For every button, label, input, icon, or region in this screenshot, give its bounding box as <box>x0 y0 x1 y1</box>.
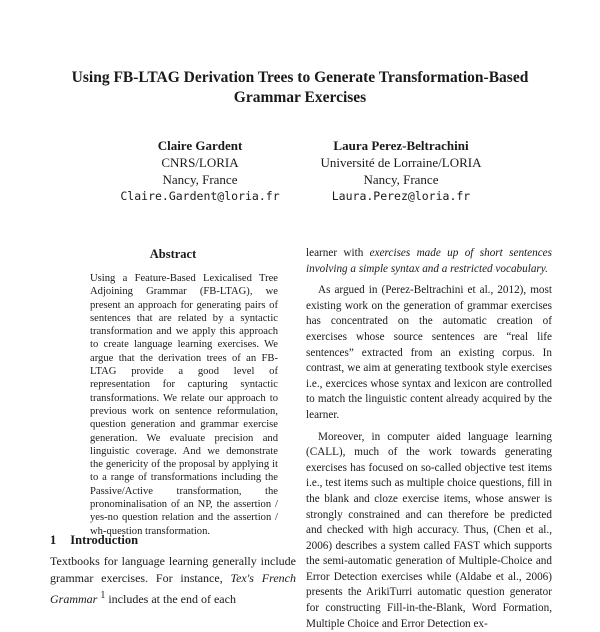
section-title: Introduction <box>70 533 139 547</box>
author-location: Nancy, France <box>363 172 439 187</box>
author-name: Claire Gardent <box>157 138 243 153</box>
author-affiliation: CNRS/LORIA <box>161 155 239 170</box>
author-block-1 <box>85 137 315 205</box>
paper-title: Using FB-LTAG Derivation Trees to Generate Transformation-Based Grammar Exercises <box>71 69 529 106</box>
abstract-text: Using a Feature-Based Lexicalised Tree Adjoining Grammar (FB-LTAG), we present an approach for generating pairs of sentences that are related by a syntactic transformation and we apply this approach to create language learning exercises. We argue that the derivation trees of an FB-LTAG provide a good level of representation for capturing syntactic transformations. We relate our approach to previous work on sentence reformulation, question generation and grammar exercise generation. We evaluate precision and linguistic coverage. And we demonstrate the genericity of the proposal by applying it to a range of transformations including the Passive/Active transformation, the pronominalisation of an NP, the assertion / yes-no question relation and the assertion / wh-question transformation. <box>90 273 278 537</box>
body-paragraph: Moreover, in computer aided language learning (CALL), much of the work towards generating exercises has focused on so-called objective test items i.e., test items such as multiple choice questions, fill in the blank and cloze exercise items, whose answer is strongly constrained and can therefore be predicted and checked with high accuracy. Thus, (Chen et al., 2006) describes a system called FAST which supports the semi-automatic generation of Multiple-Choice and Error Detection exercises while (Aldabe et al., 2006) presents the ArikiTurri automatic question generator for constructing Fill-in-the-Blank, Word Formation, Multiple Choice and Error Detection ex- <box>306 430 552 630</box>
right-column <box>306 246 552 632</box>
left-column <box>50 246 296 538</box>
body-paragraph: As argued in (Perez-Beltrachini et al., 2012), most existing work on the generation of grammar exercises has concentrated on the automatic creation of exercises whose source sentences are “real life sentences” extracted from an existing corpus. In contrast, we aim at generating textbook style exercises i.e., exercices whose syntax and lexicon are controlled to match the linguistic content already acquired by the learner. <box>306 284 552 421</box>
author-location: Nancy, France <box>162 172 238 187</box>
author-block-2 <box>286 137 516 205</box>
section-number: 1 <box>50 533 57 547</box>
book-title: Tex's French Grammar <box>50 571 296 606</box>
abstract-heading: Abstract <box>149 247 197 261</box>
author-email: Claire.Gardent@loria.fr <box>120 189 280 203</box>
footnote-marker: 1 <box>100 590 106 601</box>
introduction-paragraph: Textbooks for language learning generally include grammar exercises. For instance, Tex's French Grammar $^1$ includes at the end of each <box>50 554 296 606</box>
author-affiliation: Université de Lorraine/LORIA <box>320 155 482 170</box>
author-email: Laura.Perez@loria.fr <box>331 189 471 203</box>
author-name: Laura Perez-Beltrachini <box>333 138 469 153</box>
section-heading-introduction <box>50 533 138 548</box>
body-paragraph: learner with exercises made up of short sentences involving a simple syntax and a restricted vocabulary. <box>306 247 552 275</box>
